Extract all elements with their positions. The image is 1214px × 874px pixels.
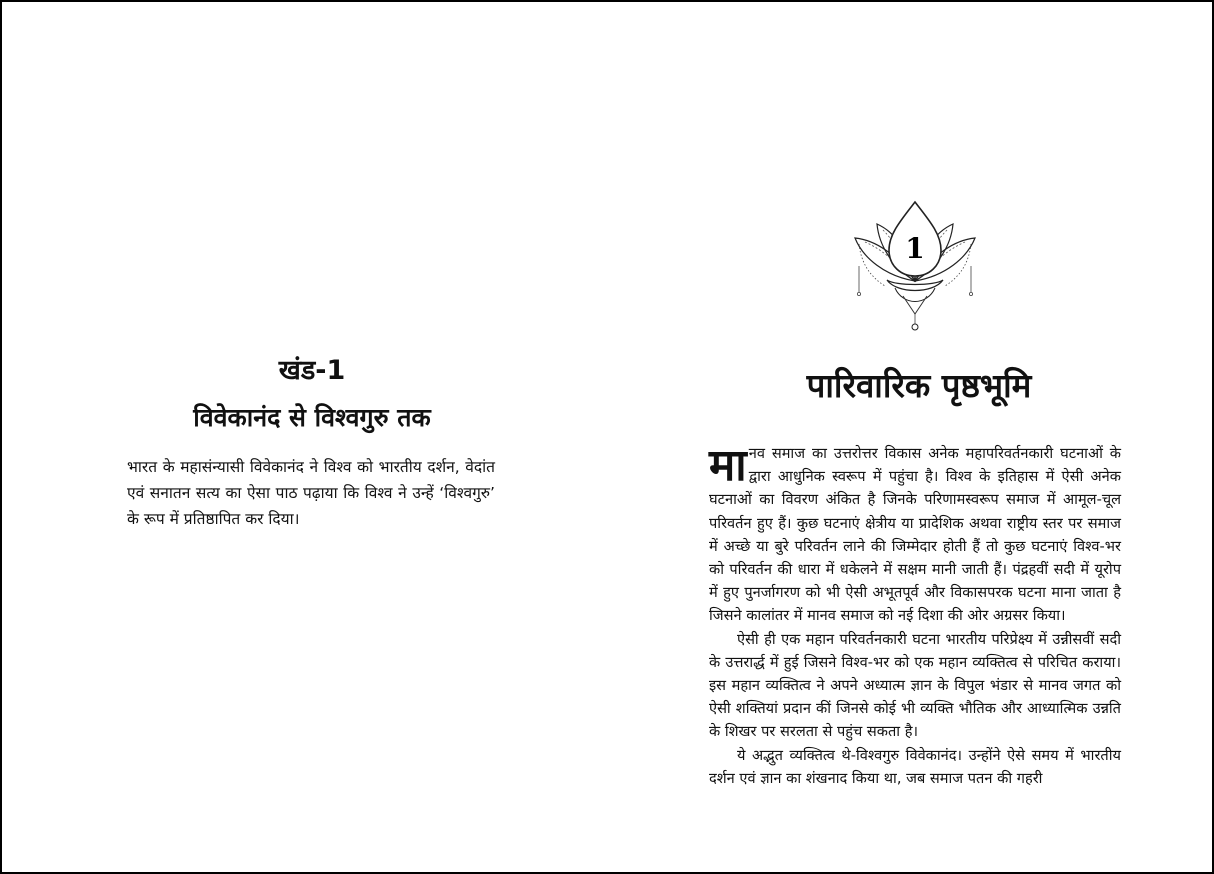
- paragraph-2: ऐसी ही एक महान परिवर्तनकारी घटना भारतीय परिप्रेक्ष्य में उन्नीसवीं सदी के उत्तरार्द्ध में हुई जिसने विश्व-भर को एक महान व्यक्तित्व से परिचित कराया। इस महान व्यक्तित्व ने अपने अध्यात्म ज्ञान के विपुल भंडार से मानव जगत को ऐसी शक्तियां प्रदान कीं जिनसे कोई भी व्यक्ति भौतिक और आध्यात्मिक उन्नति के शिखर पर सरलता से पहुंच सकता है।: [709, 630, 1121, 741]
- lotus-ornament-icon: [845, 196, 985, 336]
- chapter-number: 1: [905, 232, 925, 265]
- paragraph-1-text: नव समाज का उत्तरोत्तर विकास अनेक महापरिवर्तनकारी घटनाओं के द्वारा आधुनिक स्वरूप में पहुंचा है। विश्व के इतिहास में ऐसी अनेक घटनाओं का विवरण अंकित है जिनके परिणामस्वरूप समाज में आमूल-चूल परिवर्तन हुए हैं। कुछ घटनाएं क्षेत्रीय या प्रादेशिक अथवा राष्ट्रीय स्तर पर समाज में अच्छे या बुरे परिवर्तन लाने की जिम्मेदार होती हैं तो कुछ घटनाएं विश्व-भर को परिवर्तन की धारा में धकेलने में सक्षम मानी जाती हैं। पंद्रहवीं सदी में यूरोप में हुए पुनर्जागरण को भी ऐसी अभूतपूर्व और विकासपरक घटना माना जाता है जिसने कालांतर में मानव समाज को नई दिशा की ओर अग्रसर किया।: [709, 445, 1121, 625]
- chapter-body: [709, 442, 1121, 790]
- drop-cap: मा: [709, 440, 747, 491]
- left-page: [2, 2, 609, 872]
- part-title: खंड-1: [278, 355, 346, 386]
- part-subtitle: विवेकानंद से विश्वगुरु तक: [193, 403, 431, 432]
- paragraph-3: ये अद्भुत व्यक्तित्व थे-विश्वगुरु विवेकानंद। उन्होंने ऐसे समय में भारतीय दर्शन एवं ज्ञान का शंखनाद किया था, जब समाज पतन की गहरी: [709, 746, 1121, 787]
- paragraph-1: [709, 442, 1121, 628]
- right-page: [609, 2, 1212, 872]
- chapter-title: पारिवारिक पृष्ठभूमि: [806, 366, 1032, 405]
- part-intro: भारत के महासंन्यासी विवेकानंद ने विश्व को भारतीय दर्शन, वेदांत एवं सनातन सत्य का ऐसा पाठ पढ़ाया कि विश्व ने उन्हें ‘विश्वगुरु’ के रूप में प्रतिष्ठापित कर दिया।: [127, 458, 495, 528]
